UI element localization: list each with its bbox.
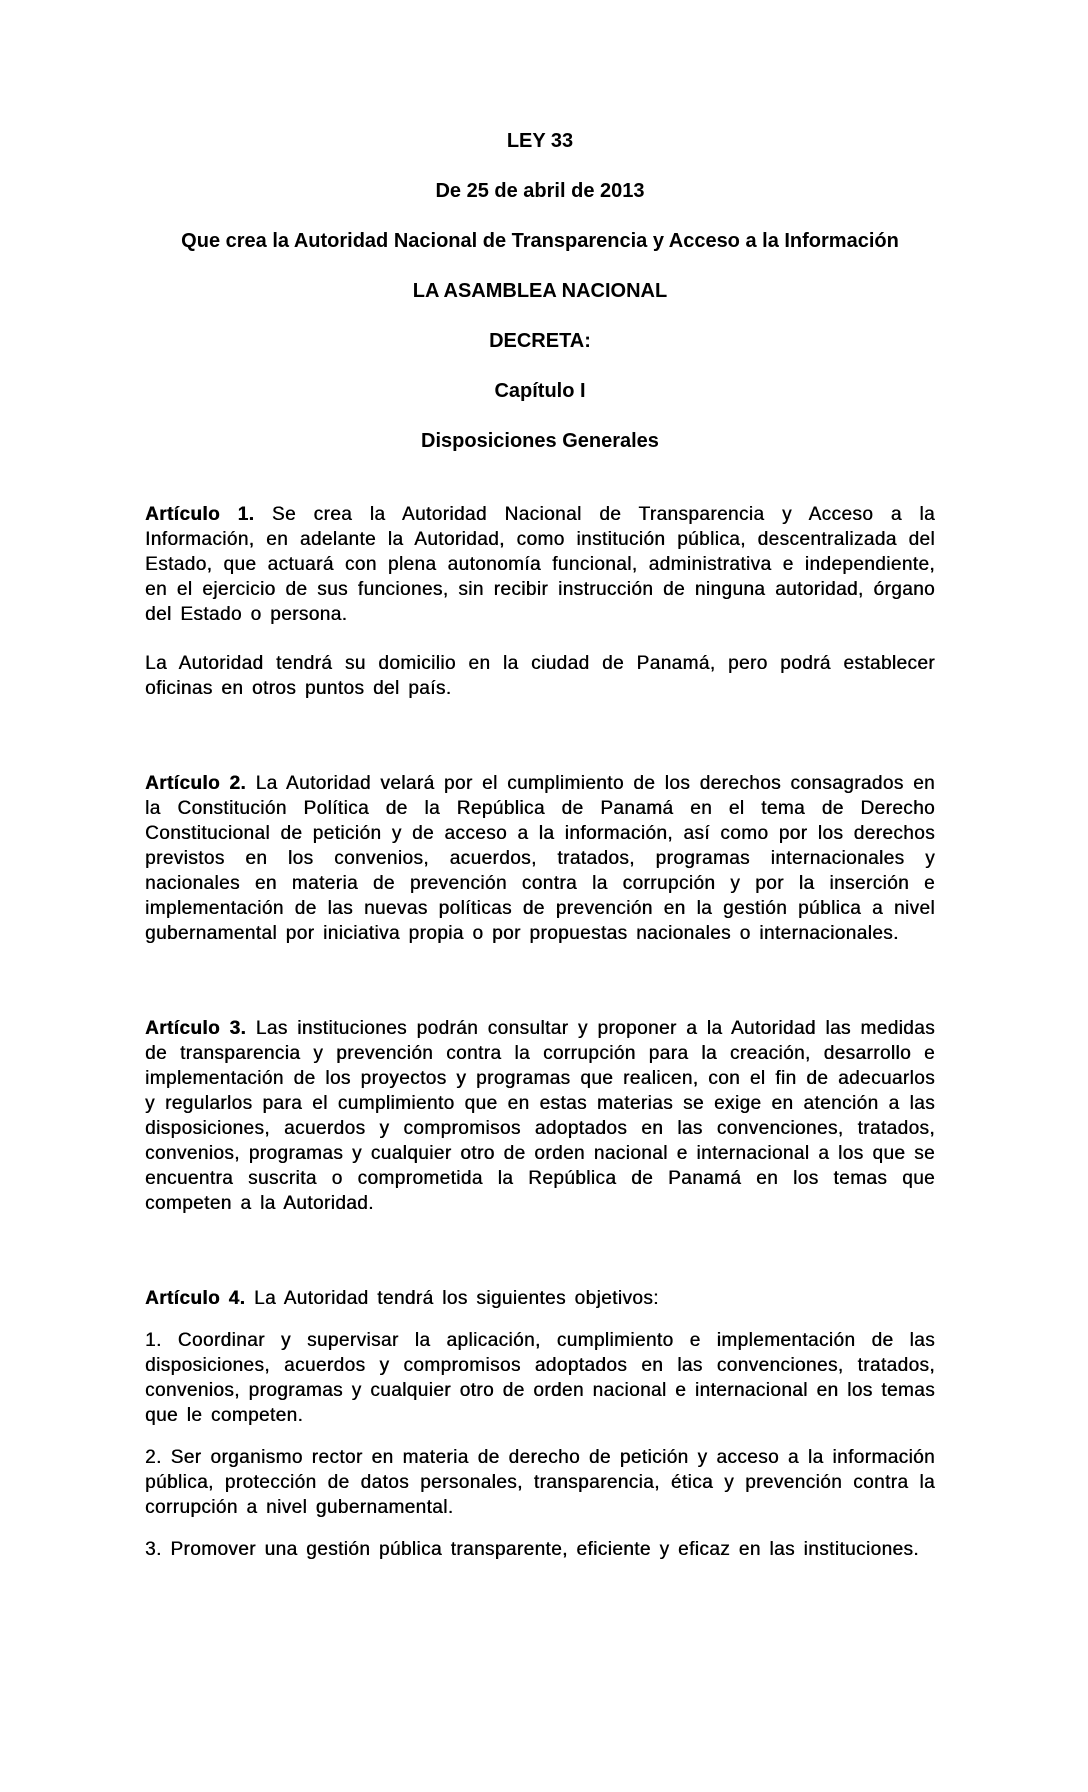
heading-law-number: LEY 33 [506,130,574,152]
article-3-text: Las instituciones podrán consultar y proponer a la Autoridad las medidas de transparencia y prevención contra la corrupción para la creación, desarrollo e implementación de los proyectos y programas que realicen, con el fin de adecuarlos y regularlos para el cumplimiento que en estas materias se exige en atención a las disposiciones, acuerdos y compromisos adoptados en las convenciones, tratados, convenios, programas y cualquier otro de orden nacional e internacional a los que se encuentra suscrita o comprometida la República de Panamá en los temas que competen a la Autoridad. [145,1018,935,1214]
article-4-label: Artículo 4. [145,1288,246,1309]
article-2-paragraph [145,771,935,946]
article-4-paragraph [145,1286,935,1311]
objective-item-1-text: 1. Coordinar y supervisar la aplicación, cumplimiento e implementación de las disposiciones, acuerdos y compromisos adoptados en las convenciones, tratados, convenios, programas y cualquier otro de orden nacional e internacional en los temas que le competen. [145,1330,935,1426]
heading-assembly: LA ASAMBLEA NACIONAL [412,280,668,302]
article-4-text: La Autoridad tendrá los siguientes objetivos: [254,1288,659,1309]
heading-decree: DECRETA: [489,330,591,352]
article-1-label: Artículo 1. [145,504,255,525]
heading-law-title: Que crea la Autoridad Nacional de Transparencia y Acceso a la Información [181,230,899,252]
objective-item-3 [145,1537,935,1562]
article-3-label: Artículo 3. [145,1018,247,1039]
article-1-domicile-text: La Autoridad tendrá su domicilio en la ciudad de Panamá, pero podrá establecer oficinas en otros puntos del país. [145,653,935,699]
article-3-paragraph [145,1016,935,1216]
article-2-text: La Autoridad velará por el cumplimiento de los derechos consagrados en la Constitución Política de la República de Panamá en el tema de Derecho Constitucional de petición y de acceso a la información, así como por los derechos previstos en los convenios, acuerdos, tratados, programas internacionales y nacionales en materia de prevención contra la corrupción y por la inserción e implementación de las nuevas políticas de prevención en la gestión pública a nivel gubernamental por iniciativa propia o por propuestas nacionales o internacionales. [145,773,935,944]
document-body [145,502,935,1562]
heading-chapter: Capítulo I [494,380,586,402]
article-1-domicile-paragraph [145,651,935,701]
objective-item-2-text: 2. Ser organismo rector en materia de derecho de petición y acceso a la información pública, protección de datos personales, transparencia, ética y prevención contra la corrupción a nivel gubernamental. [145,1447,935,1518]
article-1-paragraph [145,502,935,627]
heading-law-date: De 25 de abril de 2013 [435,180,645,202]
objective-item-3-text: 3. Promover una gestión pública transparente, eficiente y eficaz en las instituciones. [145,1539,919,1560]
objective-item-1 [145,1328,935,1428]
heading-chapter-subtitle: Disposiciones Generales [421,430,659,452]
article-1-text: Se crea la Autoridad Nacional de Transparencia y Acceso a la Información, en adelante la Autoridad, como institución pública, descentralizada del Estado, que actuará con plena autonomía funcional, administrativa e independiente, en el ejercicio de sus funciones, sin recibir instrucción de ninguna autoridad, órgano del Estado o persona. [145,504,935,625]
document-header [145,129,935,453]
article-2-label: Artículo 2. [145,773,247,794]
objective-item-2 [145,1445,935,1520]
